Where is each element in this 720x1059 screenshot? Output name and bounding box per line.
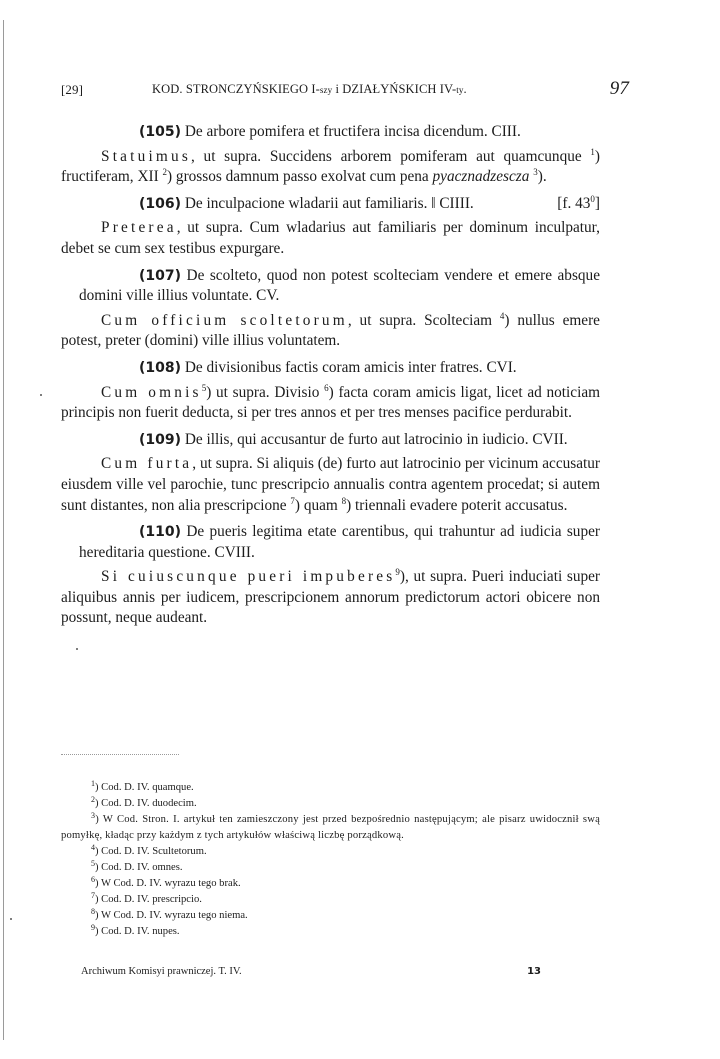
paragraph-text: ) grossos damnum passo exolvat cum pena	[167, 168, 433, 186]
footnote-mark: 1	[91, 779, 95, 788]
header-title-part: .	[463, 82, 467, 96]
incipit: Cum omnis	[101, 383, 202, 401]
incipit: Statuimus	[101, 147, 191, 165]
folio-text: ]	[594, 194, 600, 212]
incipit: Cum furta	[101, 455, 193, 473]
footnote-ref: 5	[201, 382, 207, 393]
main-text	[61, 120, 600, 635]
footnote-mark: 9	[91, 923, 95, 932]
paragraph-text: ) triennali evadere poterit accusatus.	[346, 496, 568, 514]
section-paragraph	[61, 567, 600, 629]
footer-publication: Archiwum Komisyi prawniczej. T. IV.	[81, 966, 242, 977]
running-header	[57, 78, 629, 104]
section-paragraph	[61, 147, 600, 188]
paragraph-text: ) ut supra. Divisio	[206, 383, 325, 401]
section-heading	[61, 122, 600, 143]
signature-mark: 13	[527, 966, 541, 977]
section-title: De arbore pomifera et fructifera incisa dicendum. CIII.	[181, 123, 521, 140]
header-bracket-number: [29]	[61, 82, 84, 97]
margin-speck	[40, 394, 42, 396]
footnote-mark: 8	[91, 907, 95, 916]
footnote-text: ) Cod. D. IV. quamque.	[95, 782, 194, 793]
paragraph-text: , ut supra. Succidens arborem pomiferam aut quamcunque	[191, 147, 591, 165]
footnote	[61, 796, 600, 812]
incipit: Si cuiuscunque pueri impuberes	[101, 568, 396, 586]
footnotes	[61, 780, 600, 940]
section-paragraph	[61, 383, 600, 424]
section-heading	[61, 194, 600, 215]
section-number: (107)	[139, 267, 182, 284]
footnote-ref: 3	[533, 167, 538, 178]
footnote-mark: 7	[91, 891, 95, 900]
section-heading	[61, 430, 600, 451]
paragraph-text: ), ut supra. Pueri induciati super aliquibus annis per iudicem, prescripcionem annorum predictorum actori obicere non possunt, neque audeant.	[61, 568, 601, 627]
footnote-mark: 6	[91, 875, 95, 884]
page-footer	[81, 966, 541, 977]
footnote-mark: 2	[91, 795, 95, 804]
section-title: De scolteto, quod non potest scolteciam vendere et emere absque domini ville illius voluntate. CV.	[79, 266, 600, 305]
paragraph-text: , ut supra. Si aliquis (de) furto aut latrocinio per vicinum accusatur eiusdem ville vel parochie, tunc prescripcio annualis contra agentem procedat; si autem sunt distantes, non alia prescripcione	[61, 455, 600, 514]
footnote-text: ) Cod. D. IV. nupes.	[95, 926, 180, 937]
footnote	[61, 812, 600, 844]
margin-speck	[10, 918, 12, 920]
header-title	[152, 82, 467, 97]
footnote-ref: 7	[290, 495, 295, 506]
incipit: Cum officium scoltetorum	[101, 311, 348, 329]
footnote	[61, 908, 600, 924]
header-title-sup: ty	[456, 85, 464, 95]
footnote-text: ) Cod. D. IV. omnes.	[95, 862, 183, 873]
paragraph-text: ) fructiferam, XII	[61, 147, 600, 186]
footnote	[61, 780, 600, 796]
footnote-ref: 2	[162, 167, 167, 178]
section-paragraph	[61, 311, 600, 352]
paragraph-text: ) nullus emere potest, preter (domini) ville illius voluntatem.	[61, 311, 600, 350]
page-edge-line	[3, 20, 4, 1040]
footnote-text: ) Cod. D. IV. Scultetorum.	[95, 846, 207, 857]
incipit: Preterea	[101, 219, 177, 237]
footnote-text: ) Cod. D. IV. prescripcio.	[95, 894, 202, 905]
paragraph-text: ).	[537, 168, 547, 186]
header-title-part: KOD. STRONCZYŃSKIEGO I-	[152, 82, 320, 96]
section-number: (106)	[139, 195, 182, 212]
page-number: 97	[609, 78, 629, 99]
footnote-divider	[61, 754, 179, 755]
footnote-ref: 6	[324, 382, 329, 393]
footnote	[61, 924, 600, 940]
footnote	[61, 860, 600, 876]
section-heading	[61, 522, 600, 563]
header-title-sup: szy	[319, 85, 333, 95]
section-paragraph	[61, 218, 600, 259]
section-number: (105)	[139, 124, 182, 140]
section-heading	[61, 358, 600, 379]
footnote-ref: 1	[590, 146, 595, 157]
footnote-ref: 8	[341, 495, 347, 506]
footnote-text: ) W Cod. D. IV. wyrazu tego brak.	[95, 878, 241, 889]
section-paragraph	[61, 454, 600, 516]
section-title: De pueris legitima etate carentibus, qui trahuntur ad iudicia super hereditaria questione. CVIII.	[79, 523, 600, 561]
section-title: De divisionibus factis coram amicis inter fratres. CVI.	[181, 358, 517, 376]
folio-text: [f. 43	[557, 194, 591, 212]
footnote	[61, 892, 600, 908]
paragraph-text: ) facta coram amicis ligat, licet ad noticiam principis non fuerit deducta, si per tres annos et per tres menses pacifice perdurabit.	[61, 383, 601, 422]
margin-speck	[76, 648, 78, 650]
paragraph-text: ) quam	[294, 496, 342, 514]
section-heading	[61, 266, 600, 307]
italic-term: pyacznadzescza	[432, 168, 530, 186]
footnote-mark: 4	[91, 843, 95, 852]
folio-marker	[479, 194, 600, 215]
footnote-text: ) W Cod. D. IV. wyrazu tego niema.	[95, 910, 248, 921]
footnote-mark: 3	[91, 811, 96, 820]
folio-sup: 0	[590, 193, 595, 204]
footnote-ref: 9	[395, 567, 400, 578]
footnote-text: ) W Cod. Stron. I. artykuł ten zamieszczony jest przed bezpośrednio następującym; ale pisarz uwidocznił swą pomyłkę, kładąc przy każdym z tych artykułów właściwą liczbę porządkową.	[61, 814, 600, 841]
section-title: De illis, qui accusantur de furto aut latrocinio in iudicio. CVII.	[181, 430, 568, 448]
footnote	[61, 844, 600, 860]
paragraph-text: , ut supra. Scolteciam	[347, 311, 500, 329]
footnote-mark: 5	[91, 859, 95, 868]
section-number: (110)	[139, 524, 182, 541]
footnote	[61, 876, 600, 892]
section-number: (109)	[139, 431, 182, 448]
paragraph-text: , ut supra. Cum wladarius aut familiaris per dominum inculpatur, debet se cum sex testibus expurgare.	[61, 219, 600, 257]
footnote-text: ) Cod. D. IV. duodecim.	[95, 798, 197, 809]
header-title-part: i DZIAŁYŃSKICH IV-	[332, 82, 457, 96]
footnote-ref: 4	[499, 310, 505, 321]
section-title: De inculpacione wladarii aut familiaris. ‖ CIIII.	[181, 194, 474, 212]
section-number: (108)	[139, 359, 182, 376]
